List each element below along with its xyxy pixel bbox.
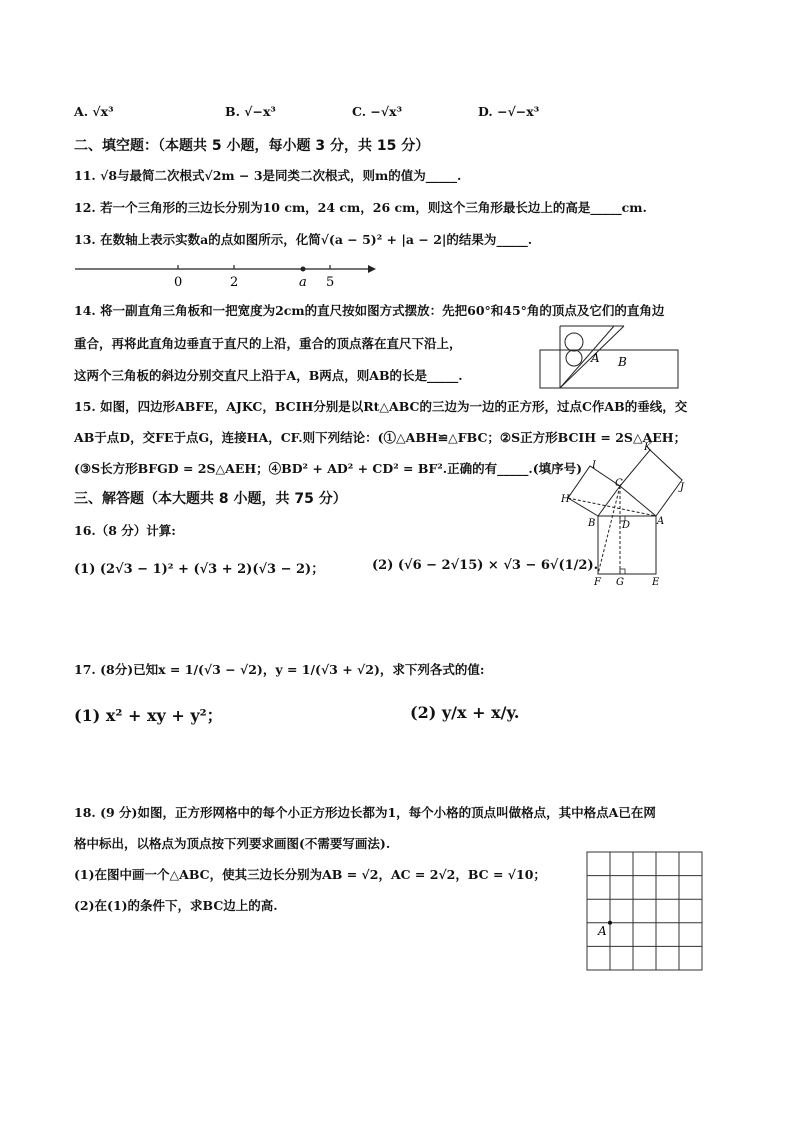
section-2-title: 二、填空题：（本题共 5 小题，每小题 3 分，共 15 分） [74,138,430,154]
label-j: J [680,482,685,493]
question-15-line1: 15. 如图，四边形ABFE，AJKC，BCIH分别是以Rt△ABC的三边为一边的正方形，过点C作AB的垂线，交 [74,399,688,414]
tick-0: 0 [174,275,183,290]
question-18-line2: 格中标出，以格点为顶点按下列要求画图(不需要写画法). [74,836,391,851]
question-11: 11. √8与最简二次根式√2m − 3是同类二次根式，则m的值为_____. [74,168,462,183]
question-17-head: 17. (8分)已知x = 1/(√3 − √2)，y = 1/(√3 + √2)，求下列各式的值: [74,662,485,677]
label-g: G [616,577,624,588]
tick-5: 5 [326,275,335,290]
label-a: A [657,516,665,527]
question-14-line2: 重合，再将此直角边垂直于直尺的上沿，重合的顶点落在直尺下沿上， [74,336,462,351]
question-17-part1: (1) x² + xy + y²； [74,706,223,725]
question-12: 12. 若一个三角形的三边长分别为10 cm，24 cm，26 cm，则这个三角形最长边上的高是_____cm. [74,200,647,215]
option-b: B. √−x³ [225,104,276,119]
number-line-figure [70,258,380,290]
question-15-line3: (③S长方形BFGD = 2S△AEH；④BD² + AD² + CD² = BF².正确的有_____.(填序号) [74,461,583,476]
option-c: C. −√x³ [352,104,403,119]
question-16-part2: (2) (√6 − 2√15) × √3 − 6√(1/2). [372,558,599,573]
tick-2: 2 [230,275,239,290]
option-d: D. −√−x³ [478,104,540,119]
ruler-triangles-figure [538,322,688,392]
question-18-line1: 18. (9 分)如图，正方形网格中的每个小正方形边长都为1，每个小格的顶点叫做格点，其中格点A已在网 [74,805,656,820]
question-18-part1: (1)在图中画一个△ABC，使其三边长分别为AB = √2，AC = 2√2，BC = √10； [74,867,546,882]
question-18-part2: (2)在(1)的条件下，求BC边上的高. [74,898,278,913]
tick-a: a [299,275,307,290]
label-k: K [644,442,652,453]
question-16-head: 16.（8 分）计算: [74,523,176,538]
label-a: A [591,351,600,365]
label-f: F [594,577,601,588]
question-16-part1: (1) (2√3 − 1)² + (√3 + 2)(√3 − 2)； [74,562,325,577]
label-i: I [592,460,596,471]
label-b: B [618,355,627,369]
label-d: D [622,520,631,531]
question-13: 13. 在数轴上表示实数a的点如图所示，化简√(a − 5)² + |a − 2|的结果为_____. [74,232,533,247]
square-grid-figure [586,851,706,973]
label-e: E [652,577,660,588]
grid-point-a: A [598,924,607,938]
section-3-title: 三、解答题（本大题共 8 小题，共 75 分） [74,491,347,507]
label-b: B [588,518,596,529]
question-17-part2: (2) y/x + x/y. [410,703,520,722]
question-14-line1: 14. 将一副直角三角板和一把宽度为2cm的直尺按如图方式摆放：先把60°和45°角的顶点及它们的直角边 [74,303,665,318]
question-15-line2: AB于点D，交FE于点G，连接HA，CF.则下列结论：(①△ABH≌△FBC；②S正方形BCIH = 2S△AEH； [74,430,687,445]
label-h: H [561,494,570,505]
label-c: C [615,478,623,489]
option-a: A. √x³ [74,104,114,119]
question-14-line3: 这两个三角板的斜边分别交直尺上沿于A，B两点，则AB的长是_____. [74,368,463,383]
